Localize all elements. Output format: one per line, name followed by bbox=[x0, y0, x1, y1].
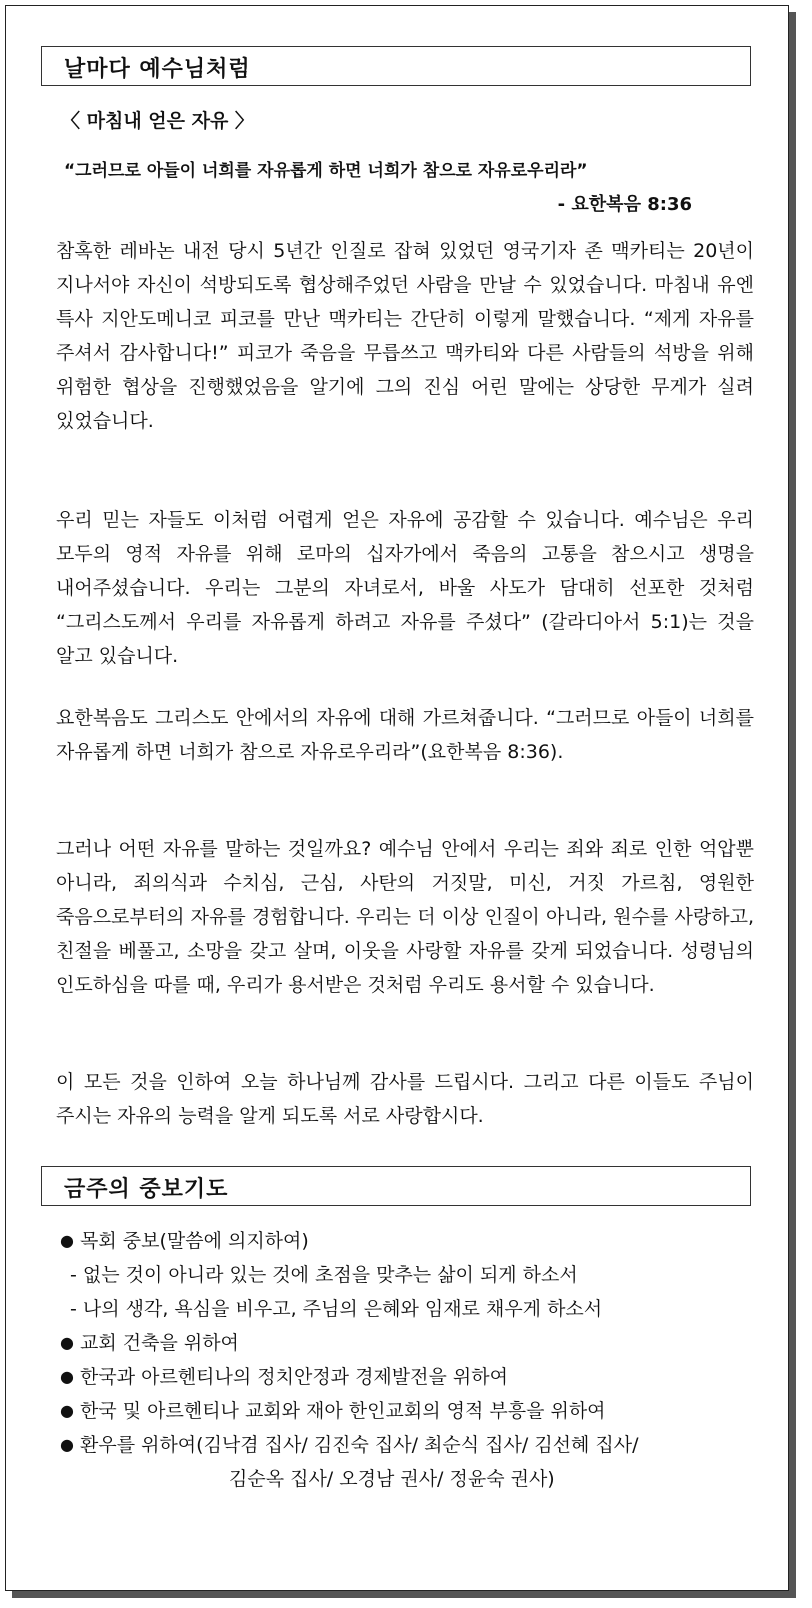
devotion-paragraph: 우리 믿는 자들도 이처럼 어렵게 얻은 자유에 공감할 수 있습니다. 예수님은 우리 모두의 영적 자유를 위해 로마의 십자가에서 죽음의 고통을 참으시고 생명을 내어주셨습니다. 우리는 그분의 자녀로서, 바울 사도가 담대히 선포한 것처럼 “그리스도께서 우리를 자유롭게 하려고 자유를 주셨다” (갈라디아서 5:1)는 것을 알고 있습니다. bbox=[56, 509, 754, 667]
prayer-item-text: 한국 및 아르헨티나 교회와 재아 한인교회의 영적 부흥을 위하여 bbox=[80, 1400, 606, 1422]
prayer-item bbox=[54, 1360, 754, 1394]
bullet-icon: ● bbox=[60, 1367, 74, 1386]
scripture-quote: “그러므로 아들이 너희를 자유롭게 하면 너희가 참으로 자유로우리라” bbox=[64, 161, 588, 181]
bullet-icon: ● bbox=[60, 1435, 74, 1454]
prayer-title: 금주의 중보기도 bbox=[64, 1177, 229, 1202]
prayer-item bbox=[54, 1224, 754, 1258]
prayer-item-text: 목회 중보(말씀에 의지하여) bbox=[80, 1230, 309, 1252]
bulletin-page bbox=[5, 5, 789, 1591]
devotion-paragraph: 참혹한 레바논 내전 당시 5년간 인질로 잡혀 있었던 영국기자 존 맥카티는 20년이 지나서야 자신이 석방되도록 협상해주었던 사람을 만날 수 있었습니다. 마침내 유엔 특사 지안도메니코 피코를 만난 맥카티는 간단히 이렇게 말했습니다. “제게 자유를 주셔서 감사합니다!” 피코가 죽음을 무릅쓰고 맥카티와 다른 사람들의 석방을 위해 위험한 협상을 진행했었음을 알기에 그의 진심 어린 말에는 상당한 무게가 실려 있었습니다. bbox=[56, 240, 754, 432]
bullet-icon: ● bbox=[60, 1401, 74, 1420]
prayer-subitem: - 없는 것이 아니라 있는 것에 초점을 맞추는 삶이 되게 하소서 bbox=[70, 1264, 578, 1286]
prayer-item-text: 교회 건축을 위하여 bbox=[80, 1332, 239, 1354]
prayer-item-text: 한국과 아르헨티나의 정치안정과 경제발전을 위하여 bbox=[80, 1366, 508, 1388]
prayer-item-text: 환우를 위하여(김낙겸 집사/ 김진숙 집사/ 최순식 집사/ 김선혜 집사/ bbox=[80, 1434, 639, 1456]
bullet-icon: ● bbox=[60, 1333, 74, 1352]
prayer-item bbox=[54, 1394, 754, 1428]
devotion-paragraph: 이 모든 것을 인하여 오늘 하나님께 감사를 드립시다. 그리고 다른 이들도 주님이 주시는 자유의 능력을 알게 되도록 서로 사랑합시다. bbox=[56, 1071, 754, 1127]
devotion-subtitle: 〈 마침내 얻은 자유 〉 bbox=[61, 110, 254, 132]
devotion-title: 날마다 예수님처럼 bbox=[64, 57, 251, 82]
prayer-item bbox=[54, 1326, 754, 1360]
prayer-title-box bbox=[41, 1166, 751, 1206]
devotion-title-box bbox=[41, 46, 751, 86]
prayer-item-continuation: 김순옥 집사/ 오경남 권사/ 정윤숙 권사) bbox=[229, 1468, 555, 1490]
scripture-reference: - 요한복음 8:36 bbox=[557, 194, 692, 215]
prayer-item bbox=[54, 1428, 754, 1462]
devotion-paragraph: 그러나 어떤 자유를 말하는 것일까요? 예수님 안에서 우리는 죄와 죄로 인한 억압뿐 아니라, 죄의식과 수치심, 근심, 사탄의 거짓말, 미신, 거짓 가르침, 영원한 죽음으로부터의 자유를 경험합니다. 우리는 더 이상 인질이 아니라, 원수를 사랑하고, 친절을 베풀고, 소망을 갖고 살며, 이웃을 사랑할 자유를 갖게 되었습니다. 성령님의 인도하심을 따를 때, 우리가 용서받은 것처럼 우리도 용서할 수 있습니다. bbox=[56, 838, 755, 996]
prayer-list bbox=[54, 1224, 754, 1496]
prayer-subitem: - 나의 생각, 욕심을 비우고, 주님의 은혜와 임재로 채우게 하소서 bbox=[70, 1298, 603, 1320]
bullet-icon: ● bbox=[60, 1231, 74, 1250]
devotion-paragraph: 요한복음도 그리스도 안에서의 자유에 대해 가르쳐줍니다. “그러므로 아들이 너희를 자유롭게 하면 너희가 참으로 자유로우리라”(요한복음 8:36). bbox=[56, 707, 754, 763]
